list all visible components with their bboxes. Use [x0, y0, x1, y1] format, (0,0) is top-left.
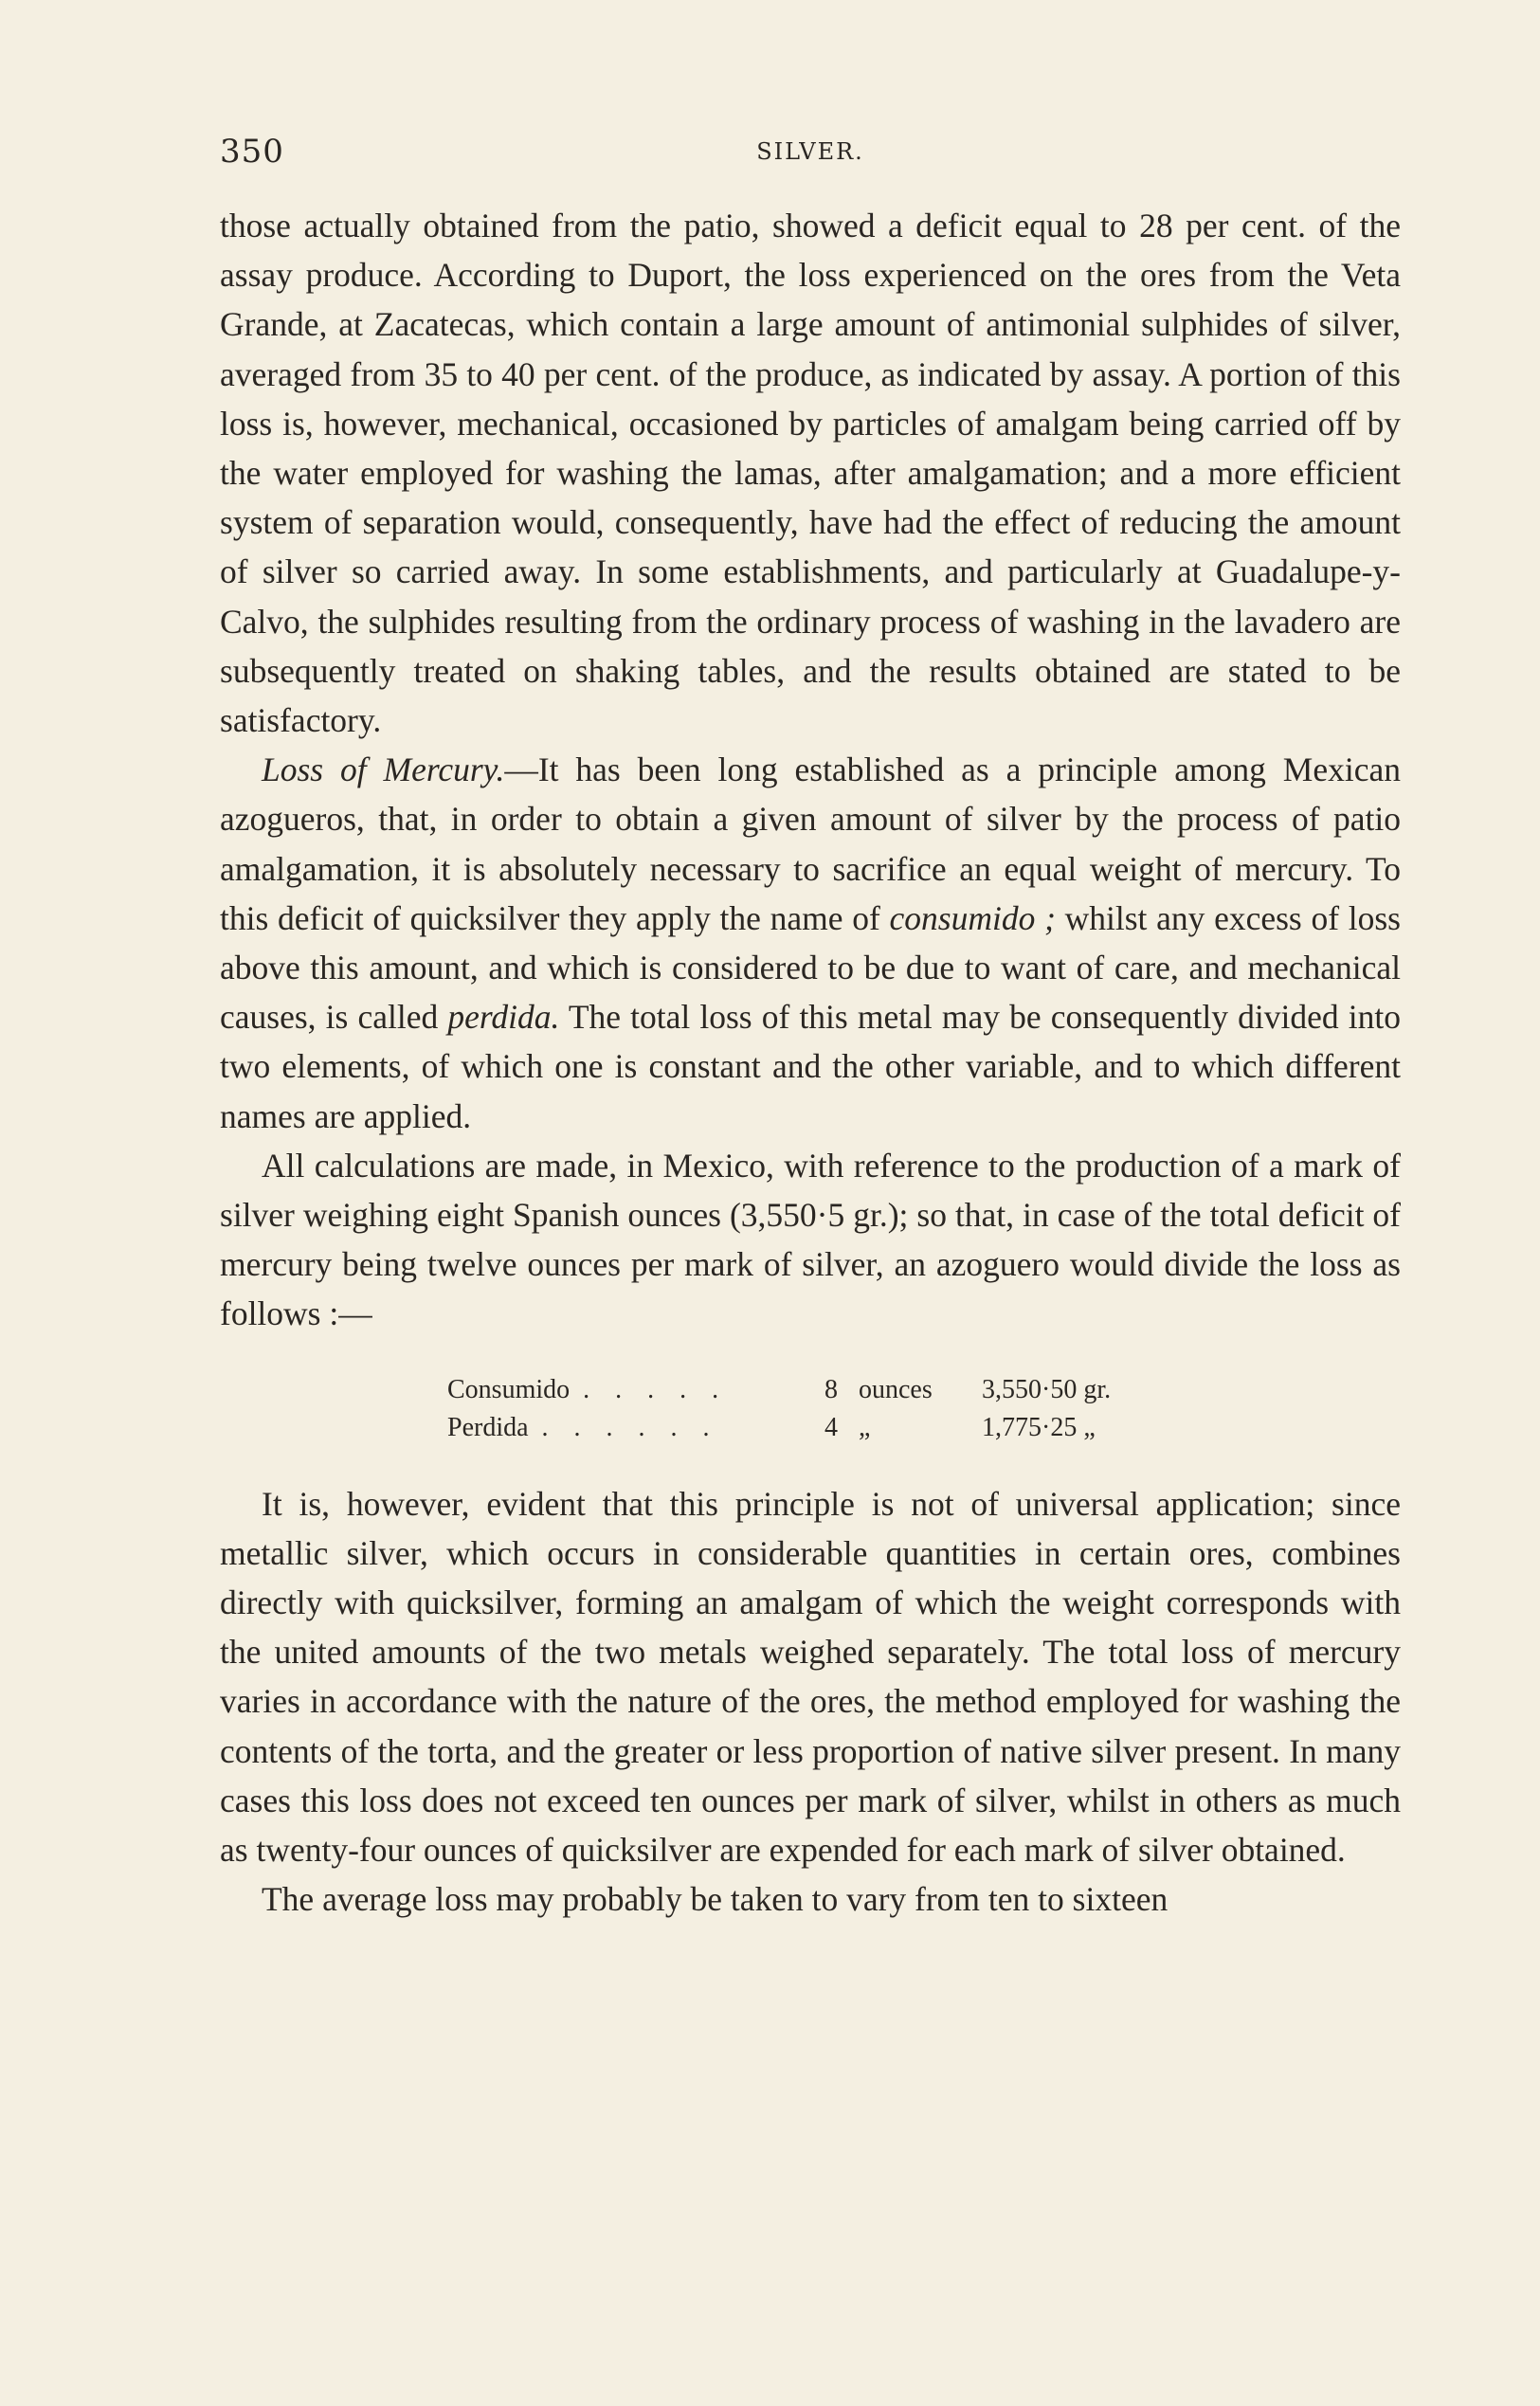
- paragraph-1: those actually obtained from the patio, showed a deficit equal to 28 per cent. of the assay produce. According to Duport, the loss experienced on the ores from the Veta Grande, at Zacatecas, which contain a large amount of antimonial sulphides of silver, averaged from 35 to 40 per cent. of the produce, as indicated by assay. A portion of this loss is, however, mechanical, occasioned by particles of amalgam being carried off by the water employed for washing the lamas, after amalgamation; and a more efficient system of separation would, consequently, have had the effect of reducing the amount of silver so carried away. In some establishments, and particularly at Guadalupe-y-Calvo, the sulphides resulting from the ordinary process of washing in the lavadero are subsequently treated on shaking tables, and the results obtained are stated to be satisfactory.: [220, 207, 1401, 740]
- paragraph-2-part-b: whilst any excess of loss above this amount, and which is considered to be due to want of care, and mechanical causes, is called: [220, 898, 1401, 1037]
- section-heading-loss-of-mercury: Loss of Mercury.: [262, 751, 505, 789]
- row-quantity: 4: [824, 1412, 838, 1442]
- row-unit: „: [859, 1412, 871, 1442]
- term-consumido: consumido ;: [889, 898, 1056, 937]
- row-label: Consumido: [447, 1374, 571, 1404]
- page-header: [220, 133, 1401, 171]
- row-grains: 1,775·25 „: [982, 1412, 1096, 1442]
- row-grains: 3,550·50 gr.: [982, 1374, 1112, 1404]
- leader-dots: . . . . .: [583, 1374, 729, 1404]
- paragraph-5: The average loss may probably be taken to vary from ten to sixteen: [262, 1880, 1169, 1919]
- row-label: Perdida: [447, 1412, 529, 1442]
- leader-dots: . . . . . .: [541, 1412, 719, 1442]
- page-number: 350: [220, 133, 284, 171]
- paragraph-2-part-c: The total loss of this metal may be consequently divided into two elements, of which one is constant and the other variable, and to which different names are applied.: [220, 998, 1401, 1135]
- term-perdida: perdida.: [447, 998, 560, 1037]
- paragraph-2: [220, 745, 1401, 1141]
- paragraph-2-part-a: —It has been long established as a principle among Mexican azogueros, that, in order to obtain a given amount of silver by the process of patio amalgamation, it is absolutely necessary to sacrifice an equal weight of mercury. To this deficit of quicksilver they apply the name of: [220, 751, 1401, 937]
- row-unit: ounces: [859, 1374, 933, 1404]
- paragraph-4: It is, however, evident that this principle is not of universal application; since metallic silver, which occurs in considerable quantities in certain ores, combines directly with quicksilver, forming an amalgam of which the weight corresponds with the united amounts of the two metals weighed separately. The total loss of mercury varies in accordance with the nature of the ores, the method employed for washing the contents of the torta, and the greater or less proportion of native silver present. In many cases this loss does not exceed ten ounces per mark of silver, whilst in others as much as twenty-four ounces of quicksilver are expended for each mark of silver obtained.: [220, 1484, 1401, 1870]
- row-quantity: 8: [824, 1374, 838, 1404]
- table-row: [220, 1371, 1401, 1409]
- loss-table: [220, 1371, 1401, 1447]
- table-row: [220, 1409, 1401, 1447]
- body-text: [220, 201, 1401, 1925]
- paragraph-3: All calculations are made, in Mexico, with reference to the production of a mark of silver weighing eight Spanish ounces (3,550·5 gr.); so that, in case of the total deficit of mercury being twelve ounces per mark of silver, an azoguero would divide the loss as follows :—: [220, 1146, 1401, 1333]
- running-head: SILVER.: [756, 138, 864, 165]
